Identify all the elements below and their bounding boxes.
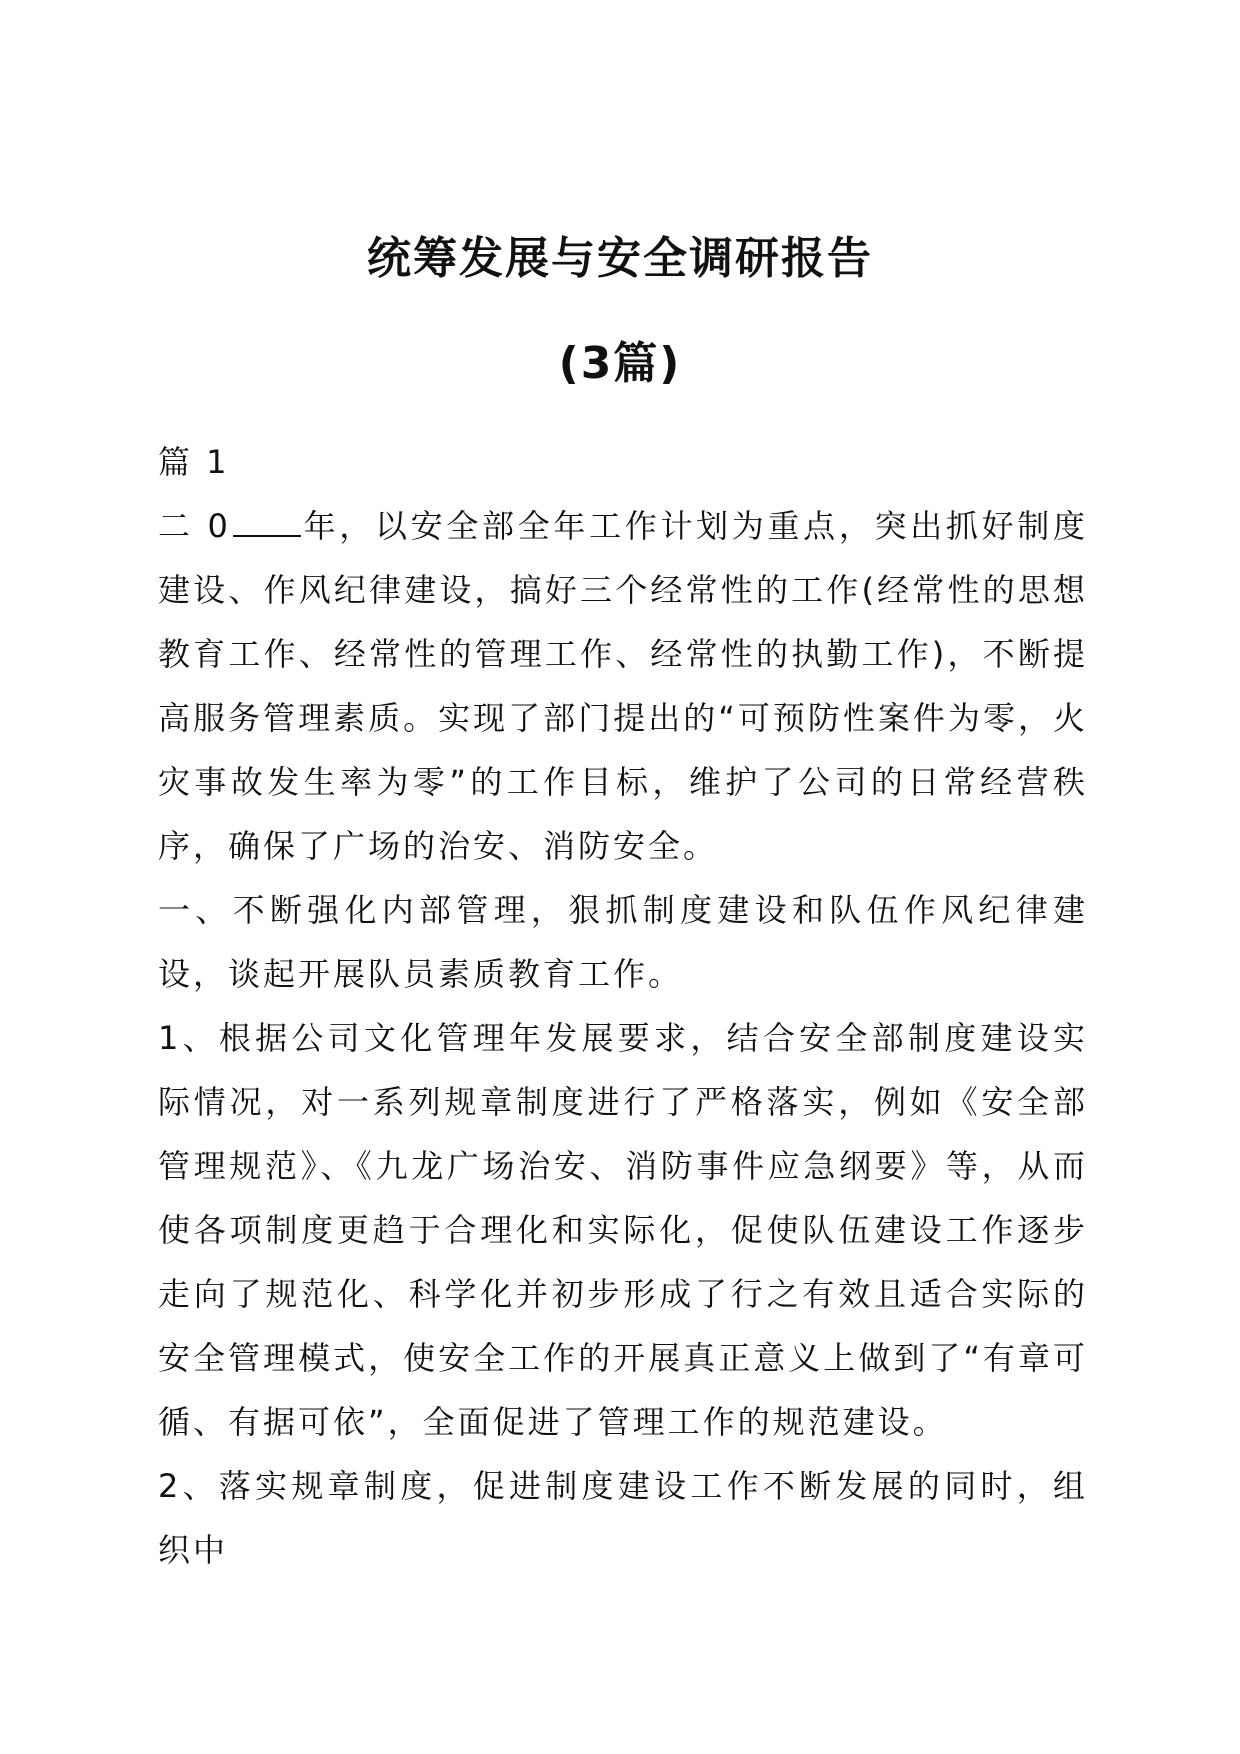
- intro-paragraph: [158, 494, 1088, 878]
- section-label: 篇 1: [158, 443, 230, 481]
- list-item-1: 1、根据公司文化管理年发展要求，结合安全部制度建设实际情况，对一系列规章制度进行了严格落实，例如《安全部管理规范》、《九龙广场治安、消防事件应急纲要》等，从而使各项制度更趋于合理化和实际化，促使队伍建设工作逐步走向了规范化、科学化并初步形成了行之有效且适合实际的安全管理模式，使安全工作的开展真正意义上做到了“有章可循、有据可依”，全面促进了管理工作的规范建设。: [158, 1019, 1088, 1441]
- intro-text: 年，以安全部全年工作计划为重点，突出抓好制度建设、作风纪律建设，搞好三个经常性的工作(经常性的思想教育工作、经常性的管理工作、经常性的执勤工作)，不断提高服务管理素质。实现了部门提出的“可预防性案件为零，火灾事故发生率为零”的工作目标，维护了公司的日常经营秩序，确保了广场的治安、消防安全。: [158, 507, 1088, 865]
- document-title: 统筹发展与安全调研报告: [367, 233, 873, 284]
- intro-prefix: 二 0: [158, 507, 231, 545]
- document-body: [158, 430, 1088, 1582]
- list-item-2: 2、落实规章制度，促进制度建设工作不断发展的同时，组织中: [158, 1467, 1088, 1569]
- section-heading-1: 一、不断强化内部管理，狠抓制度建设和队伍作风纪律建设，谈起开展队员素质教育工作。: [158, 891, 1088, 993]
- fill-in-blank: [233, 507, 301, 537]
- document-subtitle: (3篇): [558, 338, 682, 389]
